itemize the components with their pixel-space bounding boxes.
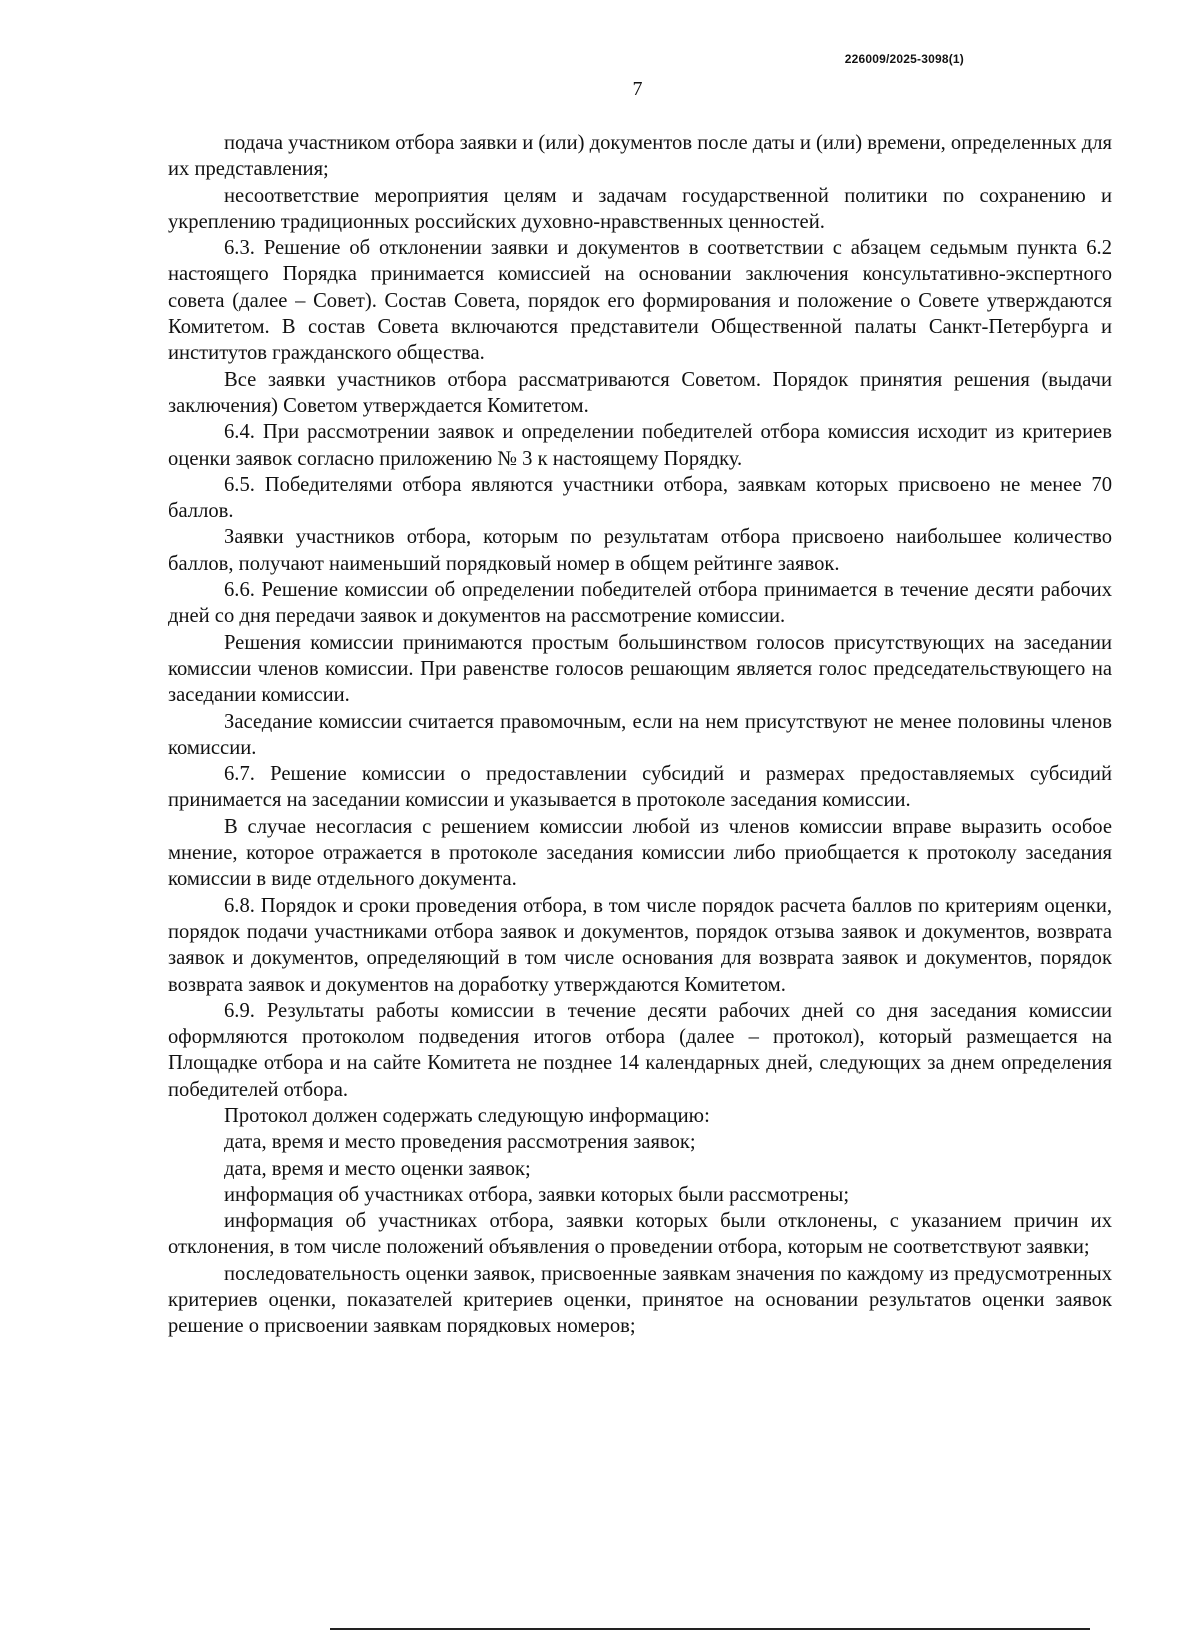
paragraph: информация об участниках отбора, заявки которых были рассмотрены; — [224, 1183, 850, 1206]
document-id: 226009/2025-3098(1) — [844, 52, 964, 66]
paragraph: несоответствие мероприятия целям и задачам государственной политики по сохранению и укреплению традиционных российских духовно-нравственных ценностей. — [168, 184, 1112, 233]
paragraph: информация об участниках отбора, заявки которых были отклонены, с указанием причин их отклонения, в том числе положений объявления о проведении отбора, которым не соответствуют заявки; — [168, 1210, 1112, 1259]
paragraph: 6.6. Решение комиссии об определении победителей отбора принимается в течение десяти рабочих дней со дня передачи заявок и документов на рассмотрение комиссии. — [168, 579, 1112, 628]
paragraph: Все заявки участников отбора рассматриваются Советом. Порядок принятия решения (выдачи заключения) Советом утверждается Комитетом. — [168, 368, 1112, 417]
paragraph: 6.9. Результаты работы комиссии в течение десяти рабочих дней со дня заседания комиссии оформляются протоколом подведения итогов отбора (далее – протокол), который размещается на Площадке отбора и на сайте Комитета не позднее 14 календарных дней, следующих за днем определения победителей отбора. — [168, 999, 1112, 1101]
paragraph: 6.5. Победителями отбора являются участники отбора, заявкам которых присвоено не менее 70 баллов. — [168, 473, 1112, 523]
paragraph: подача участником отбора заявки и (или) документов после даты и (или) времени, определенных для их представления; — [168, 132, 1112, 181]
paragraph: 6.8. Порядок и сроки проведения отбора, в том числе порядок расчета баллов по критериям оценки, порядок подачи участниками отбора заявок и документов, порядок отзыва заявок и документов, возврата заявок и документов, определяющий в том числе основания для возврата заявок и документов, порядок возврата заявок и документов на доработку утверждаются Комитетом. — [168, 894, 1112, 996]
paragraph: 6.4. При рассмотрении заявок и определении победителей отбора комиссия исходит из критериев оценки заявок согласно приложению № 3 к настоящему Порядку. — [168, 421, 1112, 470]
bottom-rule — [330, 1628, 1090, 1630]
paragraph: последовательность оценки заявок, присвоенные заявкам значения по каждому из предусмотренных критериев оценки, показателей критериев оценки, принятое на основании результатов оценки заявок решение о присвоении заявкам порядковых номеров; — [168, 1262, 1112, 1338]
paragraph: дата, время и место оценки заявок; — [224, 1157, 531, 1180]
paragraph: 6.7. Решение комиссии о предоставлении субсидий и размерах предоставляемых субсидий принимается на заседании комиссии и указывается в протоколе заседания комиссии. — [168, 763, 1112, 812]
paragraph: 6.3. Решение об отклонении заявки и документов в соответствии с абзацем седьмым пункта 6.2 настоящего Порядка принимается комиссией на основании заключения консультативно-экспертного совета (далее – Совет). Состав Совета, порядок его формирования и положение о Совете утверждаются Комитетом. В состав Совета включаются представители Общественной палаты Санкт-Петербурга и институтов гражданского общества. — [168, 237, 1112, 365]
paragraph: Протокол должен содержать следующую информацию: — [224, 1104, 710, 1127]
paragraph: Заседание комиссии считается правомочным, если на нем присутствуют не менее половины членов комиссии. — [168, 710, 1112, 759]
page-number: 7 — [632, 78, 643, 100]
paragraph: дата, время и место проведения рассмотрения заявок; — [224, 1131, 696, 1154]
body-text — [168, 130, 1112, 1340]
paragraph: Заявки участников отбора, которым по результатам отбора присвоено наибольшее количество баллов, получают наименьший порядковый номер в общем рейтинге заявок. — [168, 526, 1112, 575]
paragraph: Решения комиссии принимаются простым большинством голосов присутствующих на заседании комиссии членов комиссии. При равенстве голосов решающим является голос председательствующего на заседании комиссии. — [168, 631, 1112, 707]
paragraph: В случае несогласия с решением комиссии любой из членов комиссии вправе выразить особое мнение, которое отражается в протоколе заседания комиссии либо приобщается к протоколу заседания комиссии в виде отдельного документа. — [168, 815, 1112, 891]
